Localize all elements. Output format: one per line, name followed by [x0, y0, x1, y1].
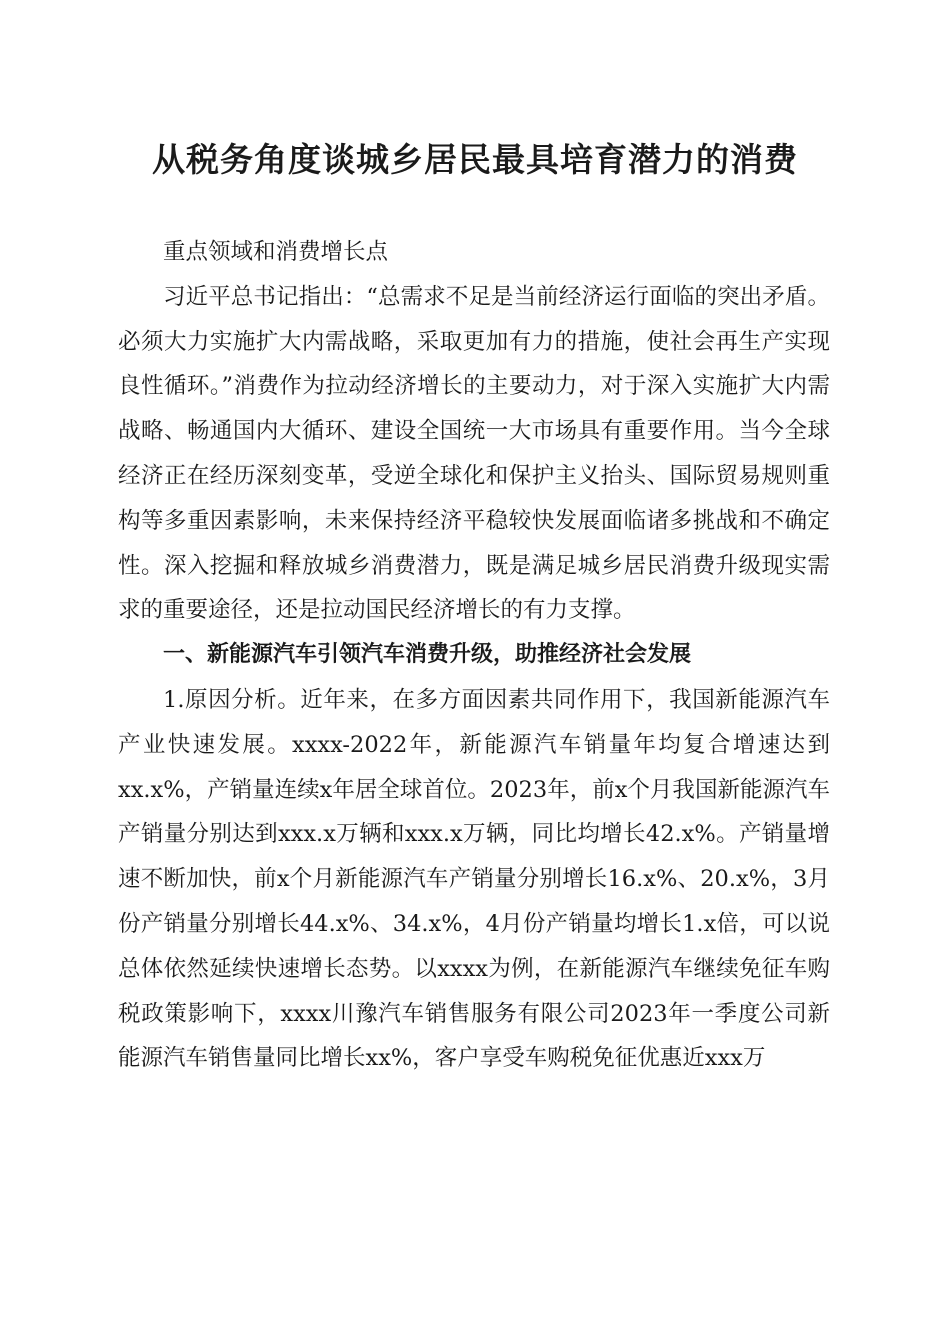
- intro-paragraph: 习近平总书记指出：“总需求不足是当前经济运行面临的突出矛盾。必须大力实施扩大内需战略，采取更加有力的措施，使社会再生产实现良性循环。”消费作为拉动经济增长的主要动力，对于深入实施扩大内需战略、畅通国内大循环、建设全国统一大市场具有重要作用。当今全球经济正在经历深刻变革，受逆全球化和保护主义抬头、国际贸易规则重构等多重因素影响，未来保持经济平稳较快发展面临诸多挑战和不确定性。深入挖掘和释放城乡消费潜力，既是满足城乡居民消费升级现实需求的重要途径，还是拉动国民经济增长的有力支撑。: [118, 283, 830, 624]
- section-1-heading: 一、新能源汽车引领汽车消费升级，助推经济社会发展: [163, 642, 692, 668]
- document-body: [118, 230, 830, 1081]
- document-subtitle: 重点领域和消费增长点: [163, 239, 389, 265]
- section-1-paragraph: 1.原因分析。近年来，在多方面因素共同作用下，我国新能源汽车产业快速发展。xxxx-2022年，新能源汽车销量年均复合增速达到xx.x%，产销量连续x年居全球首位。2023年，前x个月我国新能源汽车产销量分别达到xxx.x万辆和xxx.x万辆，同比均增长42.x%。产销量增速不断加快，前x个月新能源汽车产销量分别增长16.x%、20.x%，3月份产销量分别增长44.x%、34.x%，4月份产销量均增长1.x倍，可以说总体依然延续快速增长态势。以xxxx为例，在新能源汽车继续免征车购税政策影响下，xxxx川豫汽车销售服务有限公司2023年一季度公司新能源汽车销售量同比增长xx%，客户享受车购税免征优惠近xxx万: [118, 686, 830, 1072]
- document-title: 从税务角度谈城乡居民最具培育潜力的消费: [152, 140, 798, 179]
